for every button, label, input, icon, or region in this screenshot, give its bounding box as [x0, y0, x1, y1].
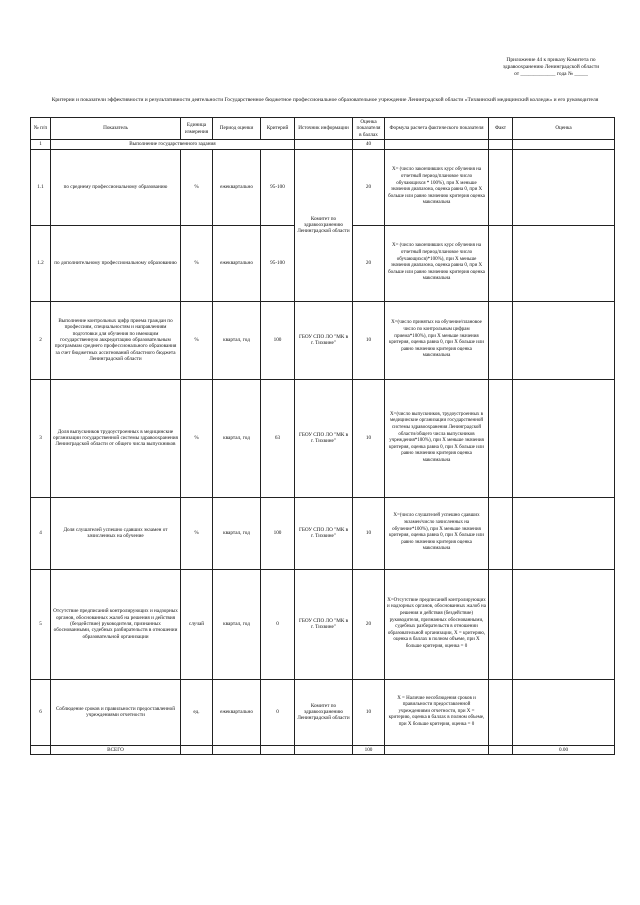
- table-row: [31, 569, 615, 679]
- row-points: 10: [353, 379, 385, 497]
- document-title: Критерии и показатели эффективности и результативности деятельности Государственное бюджетное профессиональное образовательное учреждение Ленинградской области «Тихвинский медицинский колледж» и его руководителя: [51, 97, 599, 103]
- total-points: 100: [353, 745, 385, 754]
- row-points: 20: [353, 225, 385, 301]
- row-criterion: 63: [261, 379, 295, 497]
- header-num: № п/п: [31, 118, 51, 140]
- row-fact: [489, 569, 513, 679]
- row-score: [513, 149, 615, 225]
- row-period: квартал, год: [213, 497, 261, 569]
- row-points: 20: [353, 149, 385, 225]
- row-criterion: 100: [261, 497, 295, 569]
- row-indicator: Соблюдение сроков и правильности предоставленной учреждениями отчетности: [51, 679, 181, 745]
- row-formula: Х=(число выпускников, трудоустроенных в медицинские организации государственной системы здравоохранения Ленинградской области/общего числа выпускников учреждения*100%), при Х меньше значения критерия, оценка равна 0, при Х больше или равно значению критерия оценка максимальна: [385, 379, 489, 497]
- row-period: ежеквартально: [213, 679, 261, 745]
- section-source-cell: [295, 140, 353, 149]
- criteria-table: [30, 117, 615, 755]
- row-source: ГБОУ СПО ЛО "МК в г. Тихвине": [295, 497, 353, 569]
- table-header-row: [31, 118, 615, 140]
- row-score: [513, 301, 615, 379]
- section-label: Выполнение государственного задания: [51, 140, 295, 149]
- row-formula: Х= (число закончивших курс обучения на отчетный период/плановое число обучающихся)*100%), при Х меньше значения диапазона, оценка равна 0, при Х больше или равно значению критерия оценка максимальна: [385, 225, 489, 301]
- row-score: [513, 497, 615, 569]
- total-label: ВСЕГО: [51, 745, 181, 754]
- table-row: [31, 679, 615, 745]
- row-score: [513, 225, 615, 301]
- row-unit: ед.: [181, 679, 213, 745]
- table-row: [31, 379, 615, 497]
- row-period: ежеквартально: [213, 149, 261, 225]
- row-indicator: Выполнение контрольных цифр приема граждан по профессиям, специальностям и направлениям подготовки для обучения по имеющим государственную аккредитацию образовательным программам среднего профессионального образования за счет бюджетных ассигнований областного бюджета Ленинградской области: [51, 301, 181, 379]
- header-criterion: Критерий: [261, 118, 295, 140]
- row-formula: Х = Наличие несоблюдения сроков и правильности предоставленной учреждениями отчетности, при Х = критерию, оценка в баллах в полном объеме, при Х больше критерия, оценка = 0: [385, 679, 489, 745]
- appendix-header: [476, 57, 626, 79]
- row-num: 2: [31, 301, 51, 379]
- row-num: 1.2: [31, 225, 51, 301]
- total-score: 0.00: [513, 745, 615, 754]
- row-unit: %: [181, 497, 213, 569]
- row-period: квартал, год: [213, 569, 261, 679]
- section-points: 40: [353, 140, 385, 149]
- section-row: [31, 140, 615, 149]
- row-criterion: 0: [261, 679, 295, 745]
- row-criterion: 100: [261, 301, 295, 379]
- row-unit: %: [181, 301, 213, 379]
- row-score: [513, 379, 615, 497]
- row-source: Комитет по здравоохранению Ленинградской области: [295, 679, 353, 745]
- section-num: 1: [31, 140, 51, 149]
- appendix-line-1: Приложение 44 к приказу Комитета по: [506, 57, 596, 63]
- row-formula: Х=(число принятых на обучение/плановое число по контрольным цифрам приема*100%), при Х меньше значения критерия, оценка равна 0, при Х больше или равно значению критерия оценка максимальна: [385, 301, 489, 379]
- row-source: ГБОУ СПО ЛО "МК в г. Тихвине": [295, 301, 353, 379]
- header-score: Оценка: [513, 118, 615, 140]
- row-unit: %: [181, 225, 213, 301]
- row-num: 5: [31, 569, 51, 679]
- row-fact: [489, 379, 513, 497]
- row-indicator: Отсутствие предписаний контролирующих и надзорных органов, обоснованных жалоб на решения и действия (бездействие) руководителя, признанных обоснованными, судебных разбирательств в отношении образовательной организации: [51, 569, 181, 679]
- row-source: ГБОУ СПО ЛО "МК в г. Тихвине": [295, 379, 353, 497]
- row-formula: Х= (число закончивших курс обучения на отчетный период/плановое число обучающихся * 100%), при Х меньше значения диапазона, оценка равна 0, при Х больше или равно значению критерия оценка максимальна: [385, 149, 489, 225]
- row-indicator: по дополнительному профессиональному образованию: [51, 225, 181, 301]
- row-unit: случай: [181, 569, 213, 679]
- header-unit: Единица измерения: [181, 118, 213, 140]
- row-indicator: Доля слушателей успешно сдавших экзамен от зачисленных на обучение: [51, 497, 181, 569]
- table-row: [31, 497, 615, 569]
- header-formula: Формула расчета фактического показателя: [385, 118, 489, 140]
- row-criterion: 95-100: [261, 225, 295, 301]
- row-unit: %: [181, 149, 213, 225]
- row-source: ГБОУ СПО ЛО "МК в г. Тихвине": [295, 569, 353, 679]
- row-score: [513, 679, 615, 745]
- row-num: 6: [31, 679, 51, 745]
- table-row: [31, 149, 615, 225]
- header-points: Оценка показателя в баллах: [353, 118, 385, 140]
- row-indicator: Доля выпускников трудоустроенных в медицинские организации государственной системы здравоохранения Ленинградской области от общего числа выпускников: [51, 379, 181, 497]
- header-source: Источник информации: [295, 118, 353, 140]
- row-points: 10: [353, 679, 385, 745]
- row-num: 1.1: [31, 149, 51, 225]
- row-fact: [489, 497, 513, 569]
- row-period: квартал, год: [213, 301, 261, 379]
- header-indicator: Показатель: [51, 118, 181, 140]
- row-score: [513, 569, 615, 679]
- row-fact: [489, 225, 513, 301]
- row-source-merged: Комитет по здравоохранению Ленинградской области: [295, 149, 353, 301]
- row-period: ежеквартально: [213, 225, 261, 301]
- table-row: [31, 301, 615, 379]
- row-criterion: 0: [261, 569, 295, 679]
- row-fact: [489, 301, 513, 379]
- row-unit: %: [181, 379, 213, 497]
- row-formula: Х=Отсутствие предписаний контролирующих и надзорных органов, обоснованных жалоб на решения и действия (бездействие) руководителя, признанных обоснованными, судебных разбирательств в отношении образовательной организации, Х = критерию, оценка в баллах в полном объеме, при Х больше критерия, оценка = 0: [385, 569, 489, 679]
- row-fact: [489, 679, 513, 745]
- total-row: [31, 745, 615, 754]
- row-num: 4: [31, 497, 51, 569]
- row-period: квартал, год: [213, 379, 261, 497]
- row-points: 20: [353, 569, 385, 679]
- row-formula: Х=(число слушателей успешно сдавших экзамен/число зачисленных на обучение*100%), при Х меньше значения критерия, оценка равна 0, при Х больше или равно значению критерия оценка максимальна: [385, 497, 489, 569]
- row-criterion: 95-100: [261, 149, 295, 225]
- row-points: 10: [353, 301, 385, 379]
- header-period: Период оценки: [213, 118, 261, 140]
- appendix-line-2: здравоохранению Ленинградской области: [502, 64, 600, 71]
- row-points: 10: [353, 497, 385, 569]
- appendix-line-3: от _____________ года № _____: [514, 71, 588, 78]
- row-indicator: по среднему профессиональному образованию: [51, 149, 181, 225]
- row-num: 3: [31, 379, 51, 497]
- row-fact: [489, 149, 513, 225]
- header-fact: Факт: [489, 118, 513, 140]
